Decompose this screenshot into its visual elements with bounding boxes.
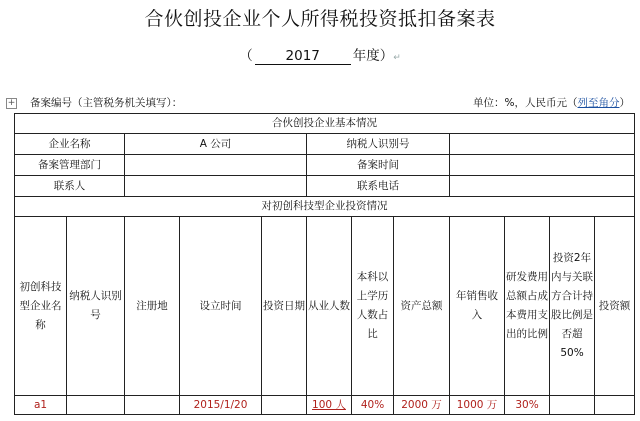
year-value[interactable]: 2017 (255, 48, 351, 65)
column-header: 从业人数 (307, 217, 352, 396)
unit-prefix: 单位：%，人民币元（ (473, 97, 578, 109)
company-name-value[interactable]: A 公司 (125, 134, 307, 155)
year-open-paren: （ (239, 48, 253, 64)
table-cell[interactable] (67, 396, 125, 415)
year-line (0, 44, 640, 65)
table-cell[interactable]: 1000 万 (450, 396, 505, 415)
year-suffix: 年度） (352, 48, 394, 64)
filing-time-label: 备案时间 (307, 155, 450, 176)
column-header: 本科以上学历人数占比 (352, 217, 394, 396)
column-header: 纳税人识别号 (67, 217, 125, 396)
column-header: 投资额 (595, 217, 635, 396)
column-header: 设立时间 (180, 217, 262, 396)
form-title: 合伙创投企业个人所得税投资抵扣备案表 (144, 8, 496, 30)
unit-suffix: ） (619, 97, 630, 109)
column-header: 投资2年内与关联方合计持股比例是否超50% (550, 217, 595, 396)
section2-heading: 对初创科技型企业投资情况 (15, 197, 635, 217)
basic-info-row (15, 176, 635, 197)
filing-table (14, 113, 635, 415)
basic-info-row (15, 134, 635, 155)
filing-dept-label: 备案管理部门 (15, 155, 125, 176)
table-cell[interactable] (125, 396, 180, 415)
column-header: 投资日期 (262, 217, 307, 396)
table-cell[interactable] (262, 396, 307, 415)
table-cell[interactable]: 40% (352, 396, 394, 415)
filing-number-label: 备案编号（主管税务机关填写）： (30, 97, 183, 109)
filing-dept-value[interactable] (125, 155, 307, 176)
contact-value[interactable] (125, 176, 307, 197)
column-header: 年销售收入 (450, 217, 505, 396)
company-name-label: 企业名称 (15, 134, 125, 155)
taxpayer-id-value[interactable] (450, 134, 635, 155)
unit-link[interactable]: 列至角分 (577, 97, 620, 109)
table-cell[interactable]: a1 (15, 396, 67, 415)
table-row (15, 396, 635, 415)
unit-note (473, 95, 630, 110)
table-cell[interactable]: 2015/1/20 (180, 396, 262, 415)
table-cell[interactable]: 30% (505, 396, 550, 415)
section1-heading-row (15, 114, 635, 134)
phone-value[interactable] (450, 176, 635, 197)
table-cell[interactable]: 100 人 (307, 396, 352, 415)
section2-heading-row (15, 197, 635, 217)
column-header: 注册地 (125, 217, 180, 396)
basic-info-row (15, 155, 635, 176)
filing-time-value[interactable] (450, 155, 635, 176)
taxpayer-id-label: 纳税人识别号 (307, 134, 450, 155)
column-header: 资产总额 (394, 217, 450, 396)
table-cell[interactable]: 2000 万 (394, 396, 450, 415)
column-header: 初创科技型企业名称 (15, 217, 67, 396)
table-move-handle-icon[interactable]: + (7, 98, 16, 108)
paragraph-mark: ↵ (393, 53, 401, 63)
section1-heading: 合伙创投企业基本情况 (15, 114, 635, 134)
investment-header-row (15, 217, 635, 396)
contact-label: 联系人 (15, 176, 125, 197)
phone-label: 联系电话 (307, 176, 450, 197)
table-cell[interactable] (595, 396, 635, 415)
table-cell[interactable] (550, 396, 595, 415)
column-header: 研发费用总额占成本费用支出的比例 (505, 217, 550, 396)
